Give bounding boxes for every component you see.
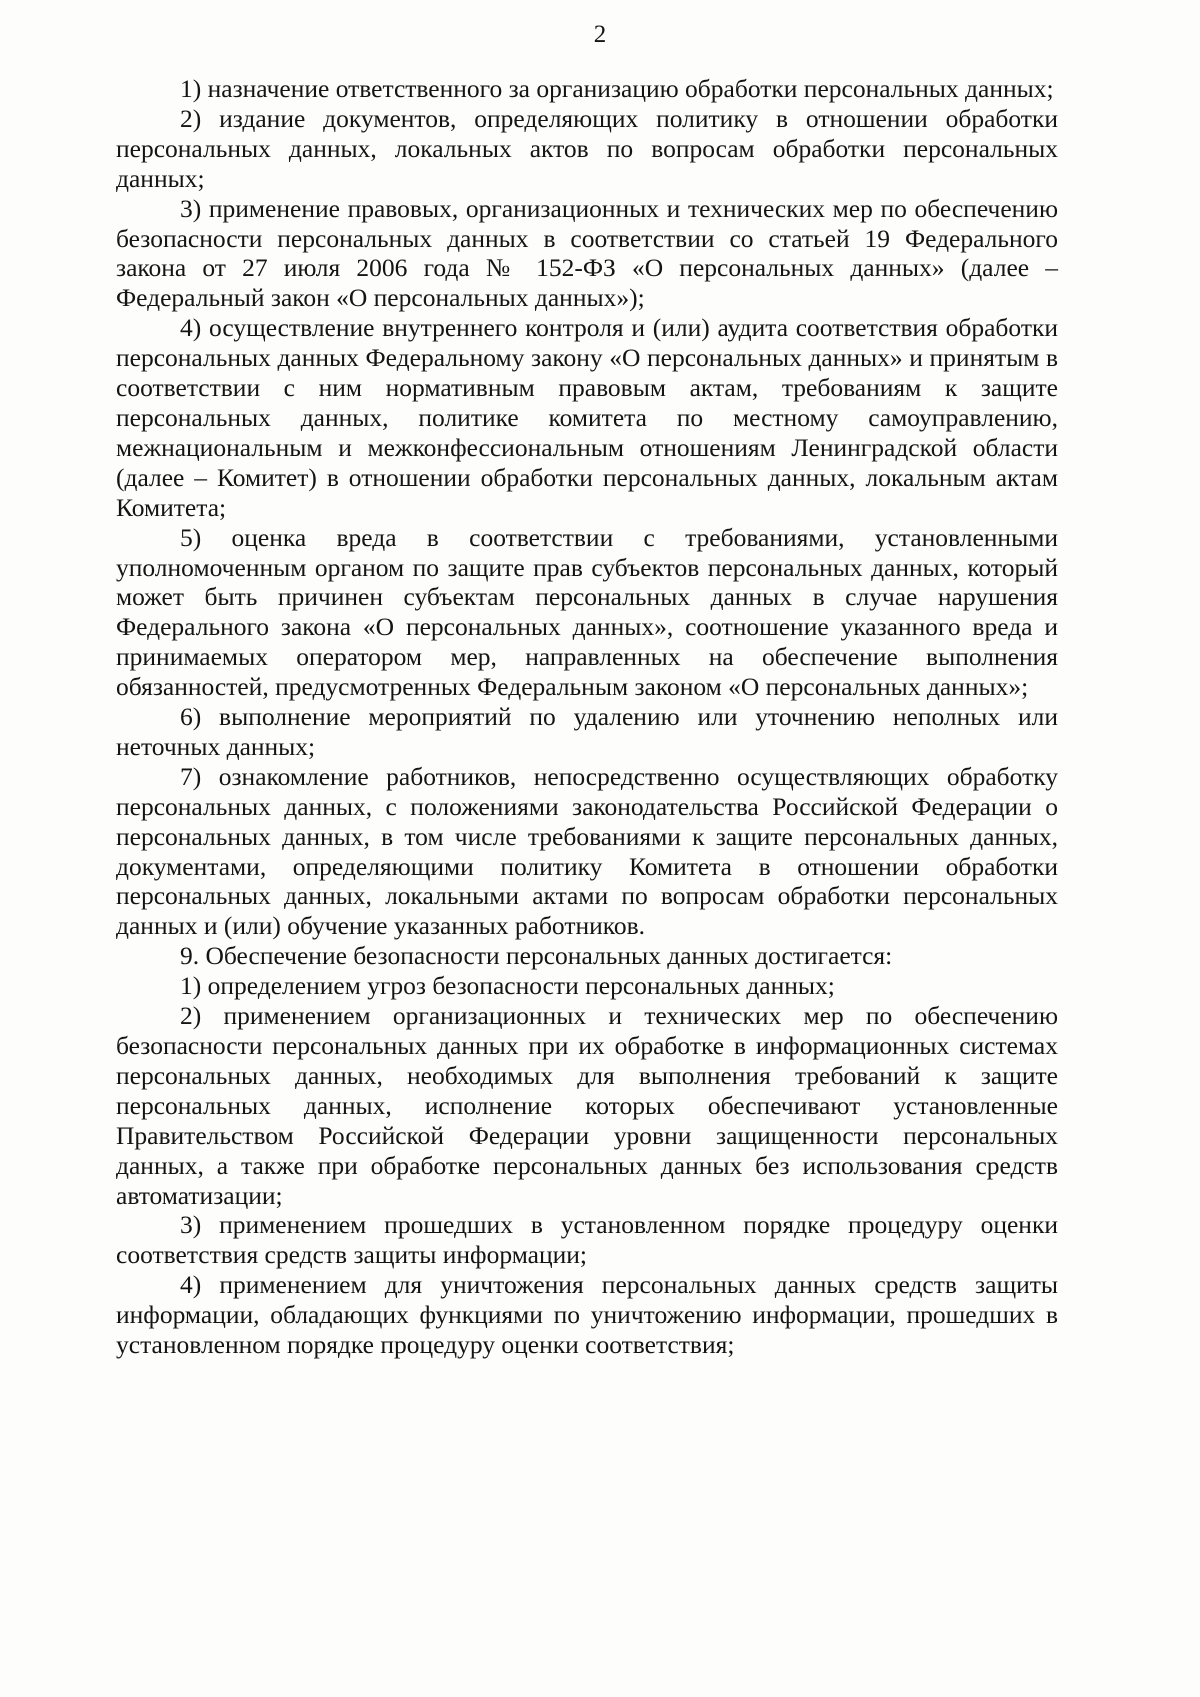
paragraph-item-4: 4) осуществление внутреннего контроля и (или) аудита соответствия обработки персональных данных Федеральному закону «О персональных данных» и принятым в соответствии с ним нормативным правовым актам, требованиям к защите персональных данных, политике комитета по местному самоуправлению, межнациональным и межконфессиональным отношениям Ленинградской области (далее – Комитет) в отношении обработки персональных данных, локальным актам Комитета;	[116, 313, 1058, 522]
section-9-item-4: 4) применением для уничтожения персональных данных средств защиты информации, обладающих функциями по уничтожению информации, прошедших в установленном порядке процедуру оценки соответствия;	[116, 1270, 1058, 1360]
paragraph-item-3: 3) применение правовых, организационных и технических мер по обеспечению безопасности персональных данных в соответствии со статьей 19 Федерального закона от 27 июля 2006 года № 152-ФЗ «О персональных данных» (далее – Федеральный закон «О персональных данных»);	[116, 193, 1058, 313]
paragraph-item-2: 2) издание документов, определяющих политику в отношении обработки персональных данных, локальных актов по вопросам обработки персональных данных;	[116, 103, 1058, 193]
paragraph-item-6: 6) выполнение мероприятий по удалению или уточнению неполных или неточных данных;	[116, 702, 1058, 761]
section-9-intro: 9. Обеспечение безопасности персональных данных достигается:	[180, 941, 893, 971]
document-body	[116, 74, 1058, 1360]
section-9-item-3: 3) применением прошедших в установленном порядке процедуру оценки соответствия средств защиты информации;	[116, 1210, 1058, 1270]
paragraph-item-5: 5) оценка вреда в соответствии с требованиями, установленными уполномоченным органом по защите прав субъектов персональных данных, который может быть причинен субъектам персональных данных в случае нарушения Федерального закона «О персональных данных», соотношение указанного вреда и принимаемых оператором мер, направленных на обеспечение выполнения обязанностей, предусмотренных Федеральным законом «О персональных данных»;	[116, 522, 1058, 702]
page-number: 2	[593, 21, 607, 48]
paragraph-item-1: 1) назначение ответственного за организацию обработки персональных данных;	[180, 74, 1054, 103]
paragraph-item-7: 7) ознакомление работников, непосредственно осуществляющих обработку персональных данных, с положениями законодательства Российской Федерации о персональных данных, в том числе требованиями к защите персональных данных, документами, определяющими политику Комитета в отношении обработки персональных данных, локальными актами по вопросам обработки персональных данных и (или) обучение указанных работников.	[116, 761, 1058, 941]
section-9-item-1: 1) определением угроз безопасности персональных данных;	[180, 971, 835, 1001]
section-9-item-2: 2) применением организационных и технических мер по обеспечению безопасности персональных данных при их обработке в информационных системах персональных данных, необходимых для выполнения требований к защите персональных данных, исполнение которых обеспечивают установленные Правительством Российской Федерации уровни защищенности персональных данных, а также при обработке персональных данных без использования средств автоматизации;	[116, 1001, 1058, 1210]
